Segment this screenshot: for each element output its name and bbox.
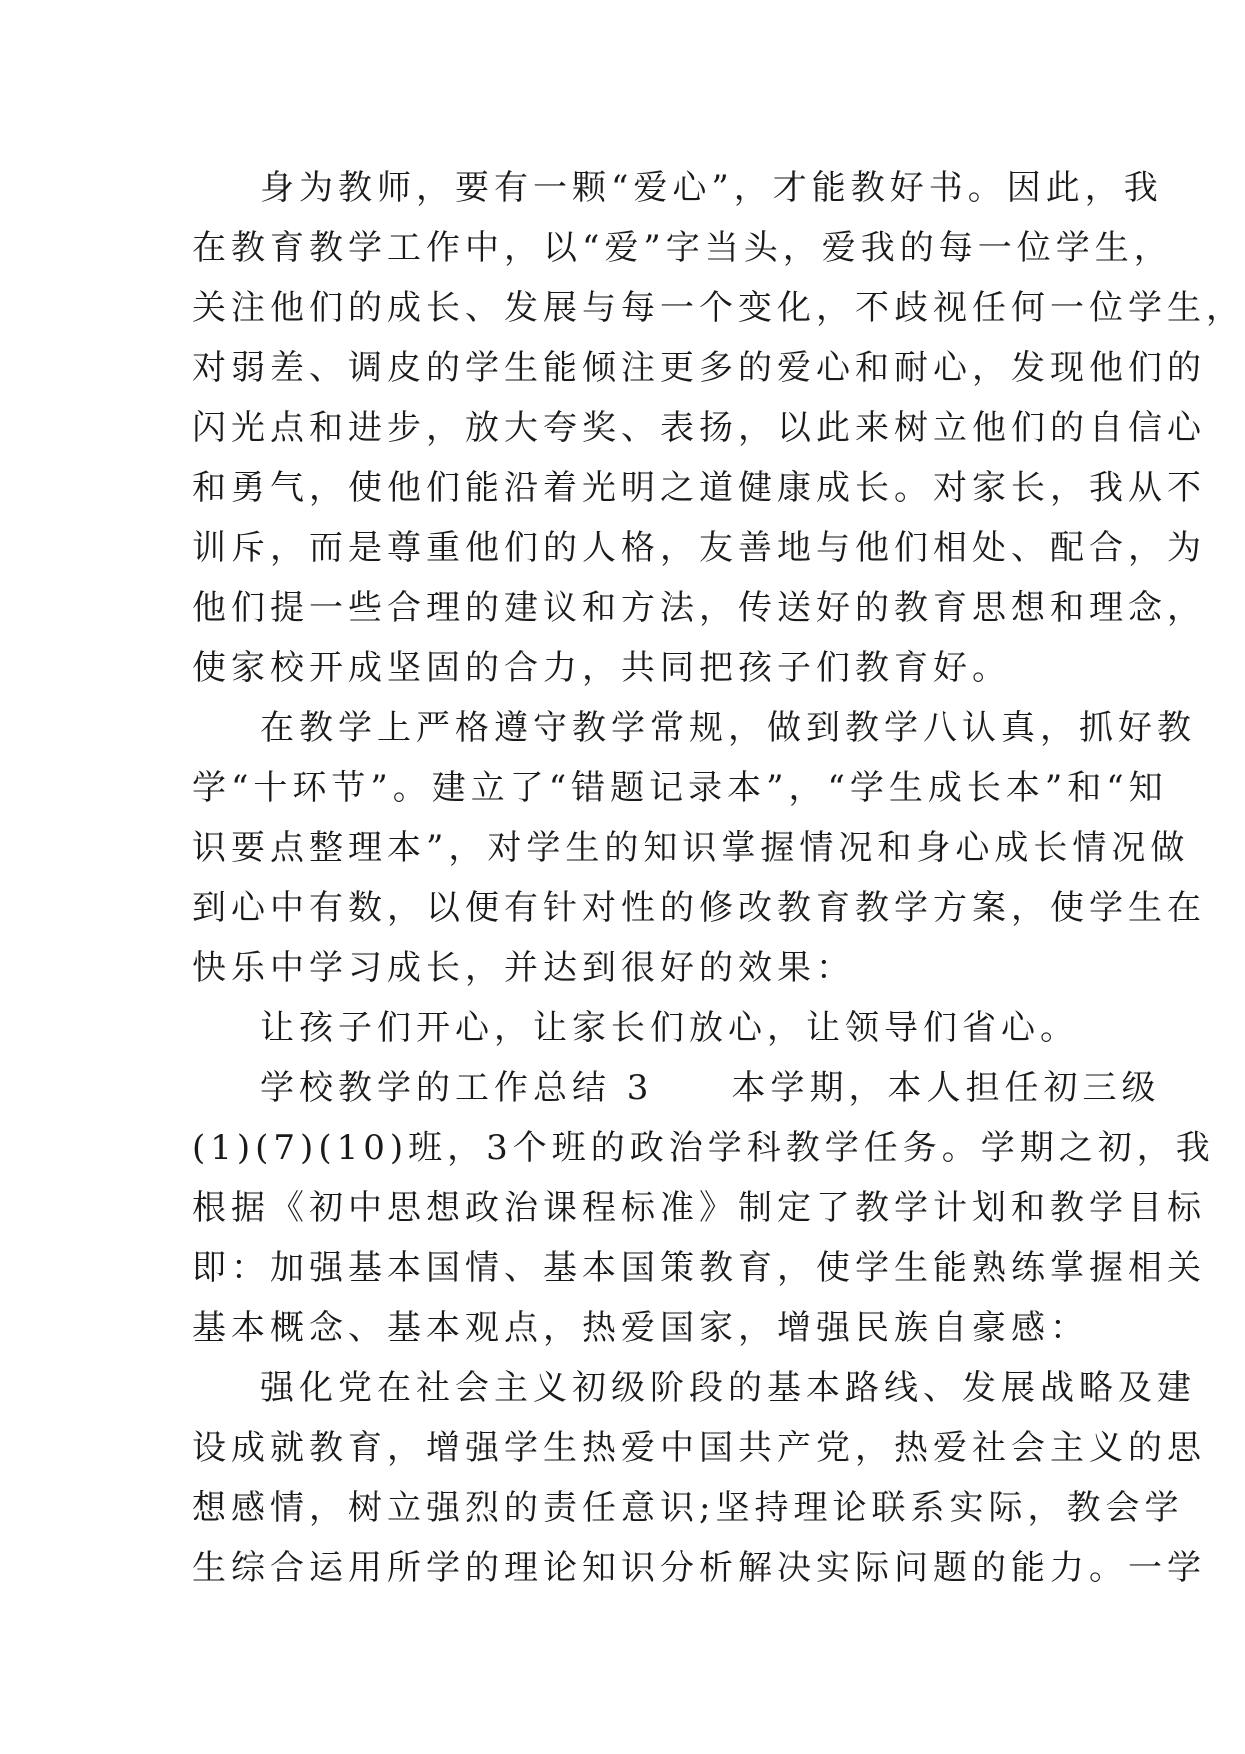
text-line: 即：加强基本国情、基本国策教育，使学生能熟练掌握相关 [192,1248,1206,1288]
text-line: 基本概念、基本观点，热爱国家，增强民族自豪感： [192,1308,1089,1348]
text-line: 强化党在社会主义初级阶段的基本路线、发展战略及建 [260,1368,1196,1408]
text-line: 到心中有数，以便有针对性的修改教育教学方案，使学生在 [192,888,1206,928]
text-line: 身为教师，要有一颗“爱心”，才能教好书。因此，我 [260,168,1163,208]
text-line: 关注他们的成长、发展与每一个变化，不歧视任何一位学生， [192,288,1245,328]
text-line: 设成就教育，增强学生热爱中国共产党，热爱社会主义的思 [192,1428,1206,1468]
text-line: 想感情，树立强烈的责任意识;坚持理论联系实际，教会学 [192,1488,1184,1528]
text-line: 使家校开成坚固的合力，共同把孩子们教育好。 [192,648,1011,688]
body-text [192,158,1245,1598]
text-line: 训斥，而是尊重他们的人格，友善地与他们相处、配合，为 [192,528,1206,568]
text-line: 根据《初中思想政治课程标准》制定了教学计划和教学目标 [192,1188,1206,1228]
text-line: 学“十环节”。建立了“错题记录本”，“学生成长本”和“知 [192,768,1168,808]
section-heading-line: 学校教学的工作总结 3 本学期，本人担任初三级 [260,1068,1161,1108]
text-line: 快乐中学习成长，并达到很好的效果： [192,948,855,988]
text-line: 和勇气，使他们能沿着光明之道健康成长。对家长，我从不 [192,468,1206,508]
text-line: 在教育教学工作中，以“爱”字当头，爱我的每一位学生， [192,228,1173,268]
text-line: (1)(7)(10)班，3个班的政治学科教学任务。学期之初，我 [192,1128,1215,1168]
text-line: 在教学上严格遵守教学常规，做到教学八认真，抓好教 [260,708,1196,748]
text-line: 识要点整理本”，对学生的知识掌握情况和身心成长情况做 [192,828,1190,868]
text-line: 对弱差、调皮的学生能倾注更多的爱心和耐心，发现他们的 [192,348,1206,388]
text-line: 让孩子们开心，让家长们放心，让领导们省心。 [260,1008,1079,1048]
text-line: 闪光点和进步，放大夸奖、表扬，以此来树立他们的自信心 [192,408,1206,448]
text-line: 生综合运用所学的理论知识分析解决实际问题的能力。一学 [192,1548,1206,1588]
text-line: 他们提一些合理的建议和方法，传送好的教育思想和理念， [192,588,1206,628]
